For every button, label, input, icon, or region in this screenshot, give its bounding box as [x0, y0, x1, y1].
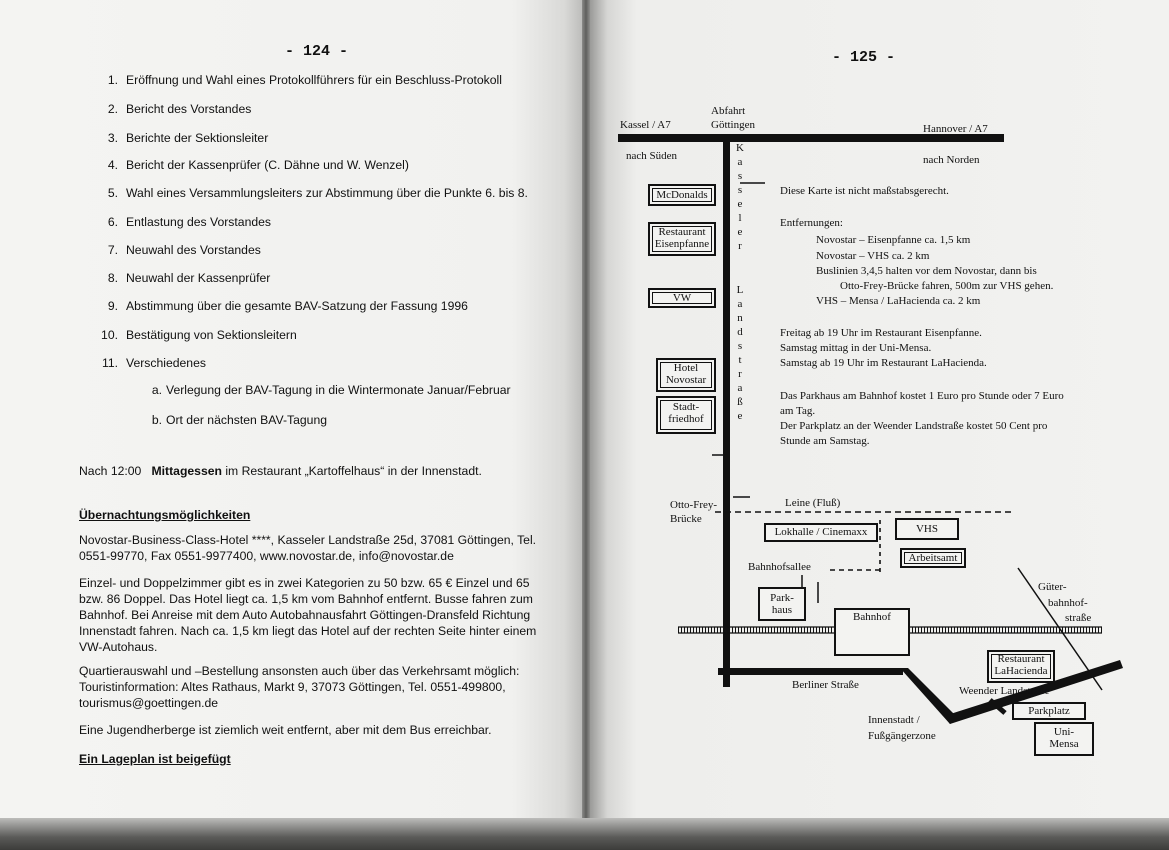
- map-label-hannover: Hannover / A7: [923, 123, 988, 135]
- agenda-subitem: b. Ort der nächsten BAV-Tagung: [151, 413, 328, 427]
- rooms-paragraph: Einzel- und Doppelzimmer gibt es in zwei Kategorien zu 50 bzw. 65 € Einzel und 65 bzw. 86 Doppel. Das Hotel liegt ca. 1,5 km vom Bahnhof entfernt. Busse fahren zum Bahnhof. Bei Anreise mit dem Auto Autobahnausfahrt Göttingen-Dransfeld Richtung Innenstadt fahren. Nach ca. 1,5 km liegt das Hotel auf der rechten Seite hinter einem VW-Autohaus.: [79, 576, 537, 654]
- distance-line: Novostar – Eisenpfanne ca. 1,5 km: [816, 234, 971, 246]
- uni-mensa-box: Uni- Mensa: [1034, 722, 1094, 756]
- kasseler-landstrasse-road: [723, 142, 730, 687]
- mcdonalds-box: McDonalds: [648, 184, 716, 206]
- scan-bottom-shadow: [0, 818, 1169, 850]
- map-label-kassel: Kassel / A7: [620, 119, 671, 131]
- agenda-item: 1. Eröffnung und Wahl eines Protokollführers für ein Beschluss-Protokoll: [107, 73, 502, 87]
- distance-line: Otto-Frey-Brücke fahren, 500m zur VHS gehen.: [840, 280, 1054, 292]
- parkplatz-box: Parkplatz: [1012, 702, 1086, 720]
- agenda-subitem: a. Verlegung der BAV-Tagung in die Wintermonate Januar/Februar: [151, 383, 511, 397]
- agenda-item: 11. Verschiedenes: [101, 356, 206, 370]
- distances-title: Entfernungen:: [780, 217, 843, 229]
- distance-line: Novostar – VHS ca. 2 km: [816, 250, 930, 262]
- agenda-item: 6. Entlastung des Vorstandes: [107, 215, 271, 229]
- agenda-item: 5. Wahl eines Versammlungsleiters zur Abstimmung über die Punkte 6. bis 8.: [107, 186, 528, 200]
- accommodation-heading: Übernachtungsmöglichkeiten: [79, 508, 251, 522]
- kasseler-vertical-label: K a s s e l e r: [736, 142, 744, 252]
- right-page: [590, 0, 1169, 830]
- page-number-left: - 124 -: [285, 43, 349, 60]
- map-label-goettingen: Göttingen: [711, 119, 755, 131]
- lokhalle-box: Lokhalle / Cinemaxx: [764, 523, 878, 542]
- map-label-innenstadt: Innenstadt /: [868, 714, 920, 726]
- map-label-gueterbahnhof-3: straße: [1065, 612, 1092, 624]
- map-label-gueterbahnhof-1: Güter-: [1038, 581, 1067, 593]
- map-label-nach-norden: nach Norden: [923, 154, 980, 166]
- parking-block: Das Parkhaus am Bahnhof kostet 1 Euro pro Stunde oder 7 Euro am Tag. Der Parkplatz an der Weender Landstraße kostet 50 Cent pro Stunde am Samstag.: [780, 390, 1064, 447]
- distance-line: VHS – Mensa / LaHacienda ca. 2 km: [816, 295, 981, 307]
- stadtfriedhof-box: Stadt- friedhof: [656, 396, 716, 434]
- agenda-item: 7. Neuwahl des Vorstandes: [107, 243, 261, 257]
- left-page: [0, 0, 582, 830]
- map-label-berliner-strasse: Berliner Straße: [792, 679, 859, 691]
- bahnhof-box: Bahnhof: [834, 608, 910, 656]
- book-spine: [582, 0, 590, 830]
- map-label-nach-sueden: nach Süden: [626, 150, 678, 162]
- map-note: Ein Lageplan ist beigefügt: [79, 752, 231, 766]
- map-label-weender-landstrasse: Weender Landstraße: [959, 685, 1050, 697]
- landstrasse-vertical-label: L a n d s t r a ß e: [736, 284, 744, 422]
- agenda-item: 2. Bericht des Vorstandes: [107, 102, 252, 116]
- arbeitsamt-box: Arbeitsamt: [900, 548, 966, 568]
- lunch-note: Nach 12:00 Mittagessen im Restaurant „Kartoffelhaus“ in der Innenstadt.: [79, 464, 482, 478]
- agenda-item: 9. Abstimmung über die gesamte BAV-Satzung der Fassung 1996: [107, 299, 468, 313]
- map-label-gueterbahnhof-2: bahnhof-: [1048, 597, 1088, 609]
- schedule-block: Freitag ab 19 Uhr im Restaurant Eisenpfanne. Samstag mittag in der Uni-Mensa. Samstag ab 19 Uhr im Restaurant LaHacienda.: [780, 327, 987, 369]
- map-label-otto-frey: Otto-Frey-: [670, 499, 718, 511]
- page-number-right: - 125 -: [832, 49, 896, 66]
- map-label-abfahrt: Abfahrt: [711, 105, 746, 117]
- agenda-item: 3. Berichte der Sektionsleiter: [107, 131, 269, 145]
- map-label-bruecke: Brücke: [670, 513, 702, 525]
- vhs-box: VHS: [895, 518, 959, 540]
- tourist-paragraph: Quartierauswahl und –Bestellung ansonsten auch über das Verkehrsamt möglich: Touristinformation: Altes Rathaus, Markt 9, 37073 Göttingen, Tel. 0551-499800, tourismus@goettingen.de: [79, 664, 520, 710]
- distance-line: Buslinien 3,4,5 halten vor dem Novostar, dann bis: [816, 265, 1037, 277]
- agenda-item: 4. Bericht der Kassenprüfer (C. Dähne und W. Wenzel): [107, 158, 409, 172]
- hotel-paragraph: Novostar-Business-Class-Hotel ****, Kasseler Landstraße 25d, 37081 Göttingen, Tel. 0551-99770, Fax 0551-9977400, www.novostar.de, info@novostar.de: [79, 533, 537, 563]
- vw-box: VW: [648, 288, 716, 308]
- map-label-leine: Leine (Fluß): [785, 497, 841, 509]
- agenda-item: 8. Neuwahl der Kassenprüfer: [107, 271, 271, 285]
- map-label-bahnhofsallee: Bahnhofsallee: [748, 561, 811, 573]
- lahacienda-box: Restaurant LaHacienda: [987, 650, 1055, 683]
- novostar-hotel-box: Hotel Novostar: [656, 358, 716, 392]
- map-label-fussgaengerzone: Fußgängerzone: [868, 730, 936, 742]
- parkhaus-box: Park- haus: [758, 587, 806, 621]
- eisenpfanne-box: Restaurant Eisenpfanne: [648, 222, 716, 256]
- scale-note: Diese Karte ist nicht maßstabsgerecht.: [780, 185, 949, 197]
- hostel-note: Eine Jugendherberge ist ziemlich weit entfernt, aber mit dem Bus erreichbar.: [79, 723, 492, 737]
- berliner-strasse-road: [718, 668, 903, 675]
- agenda-item: 10. Bestätigung von Sektionsleitern: [101, 328, 297, 342]
